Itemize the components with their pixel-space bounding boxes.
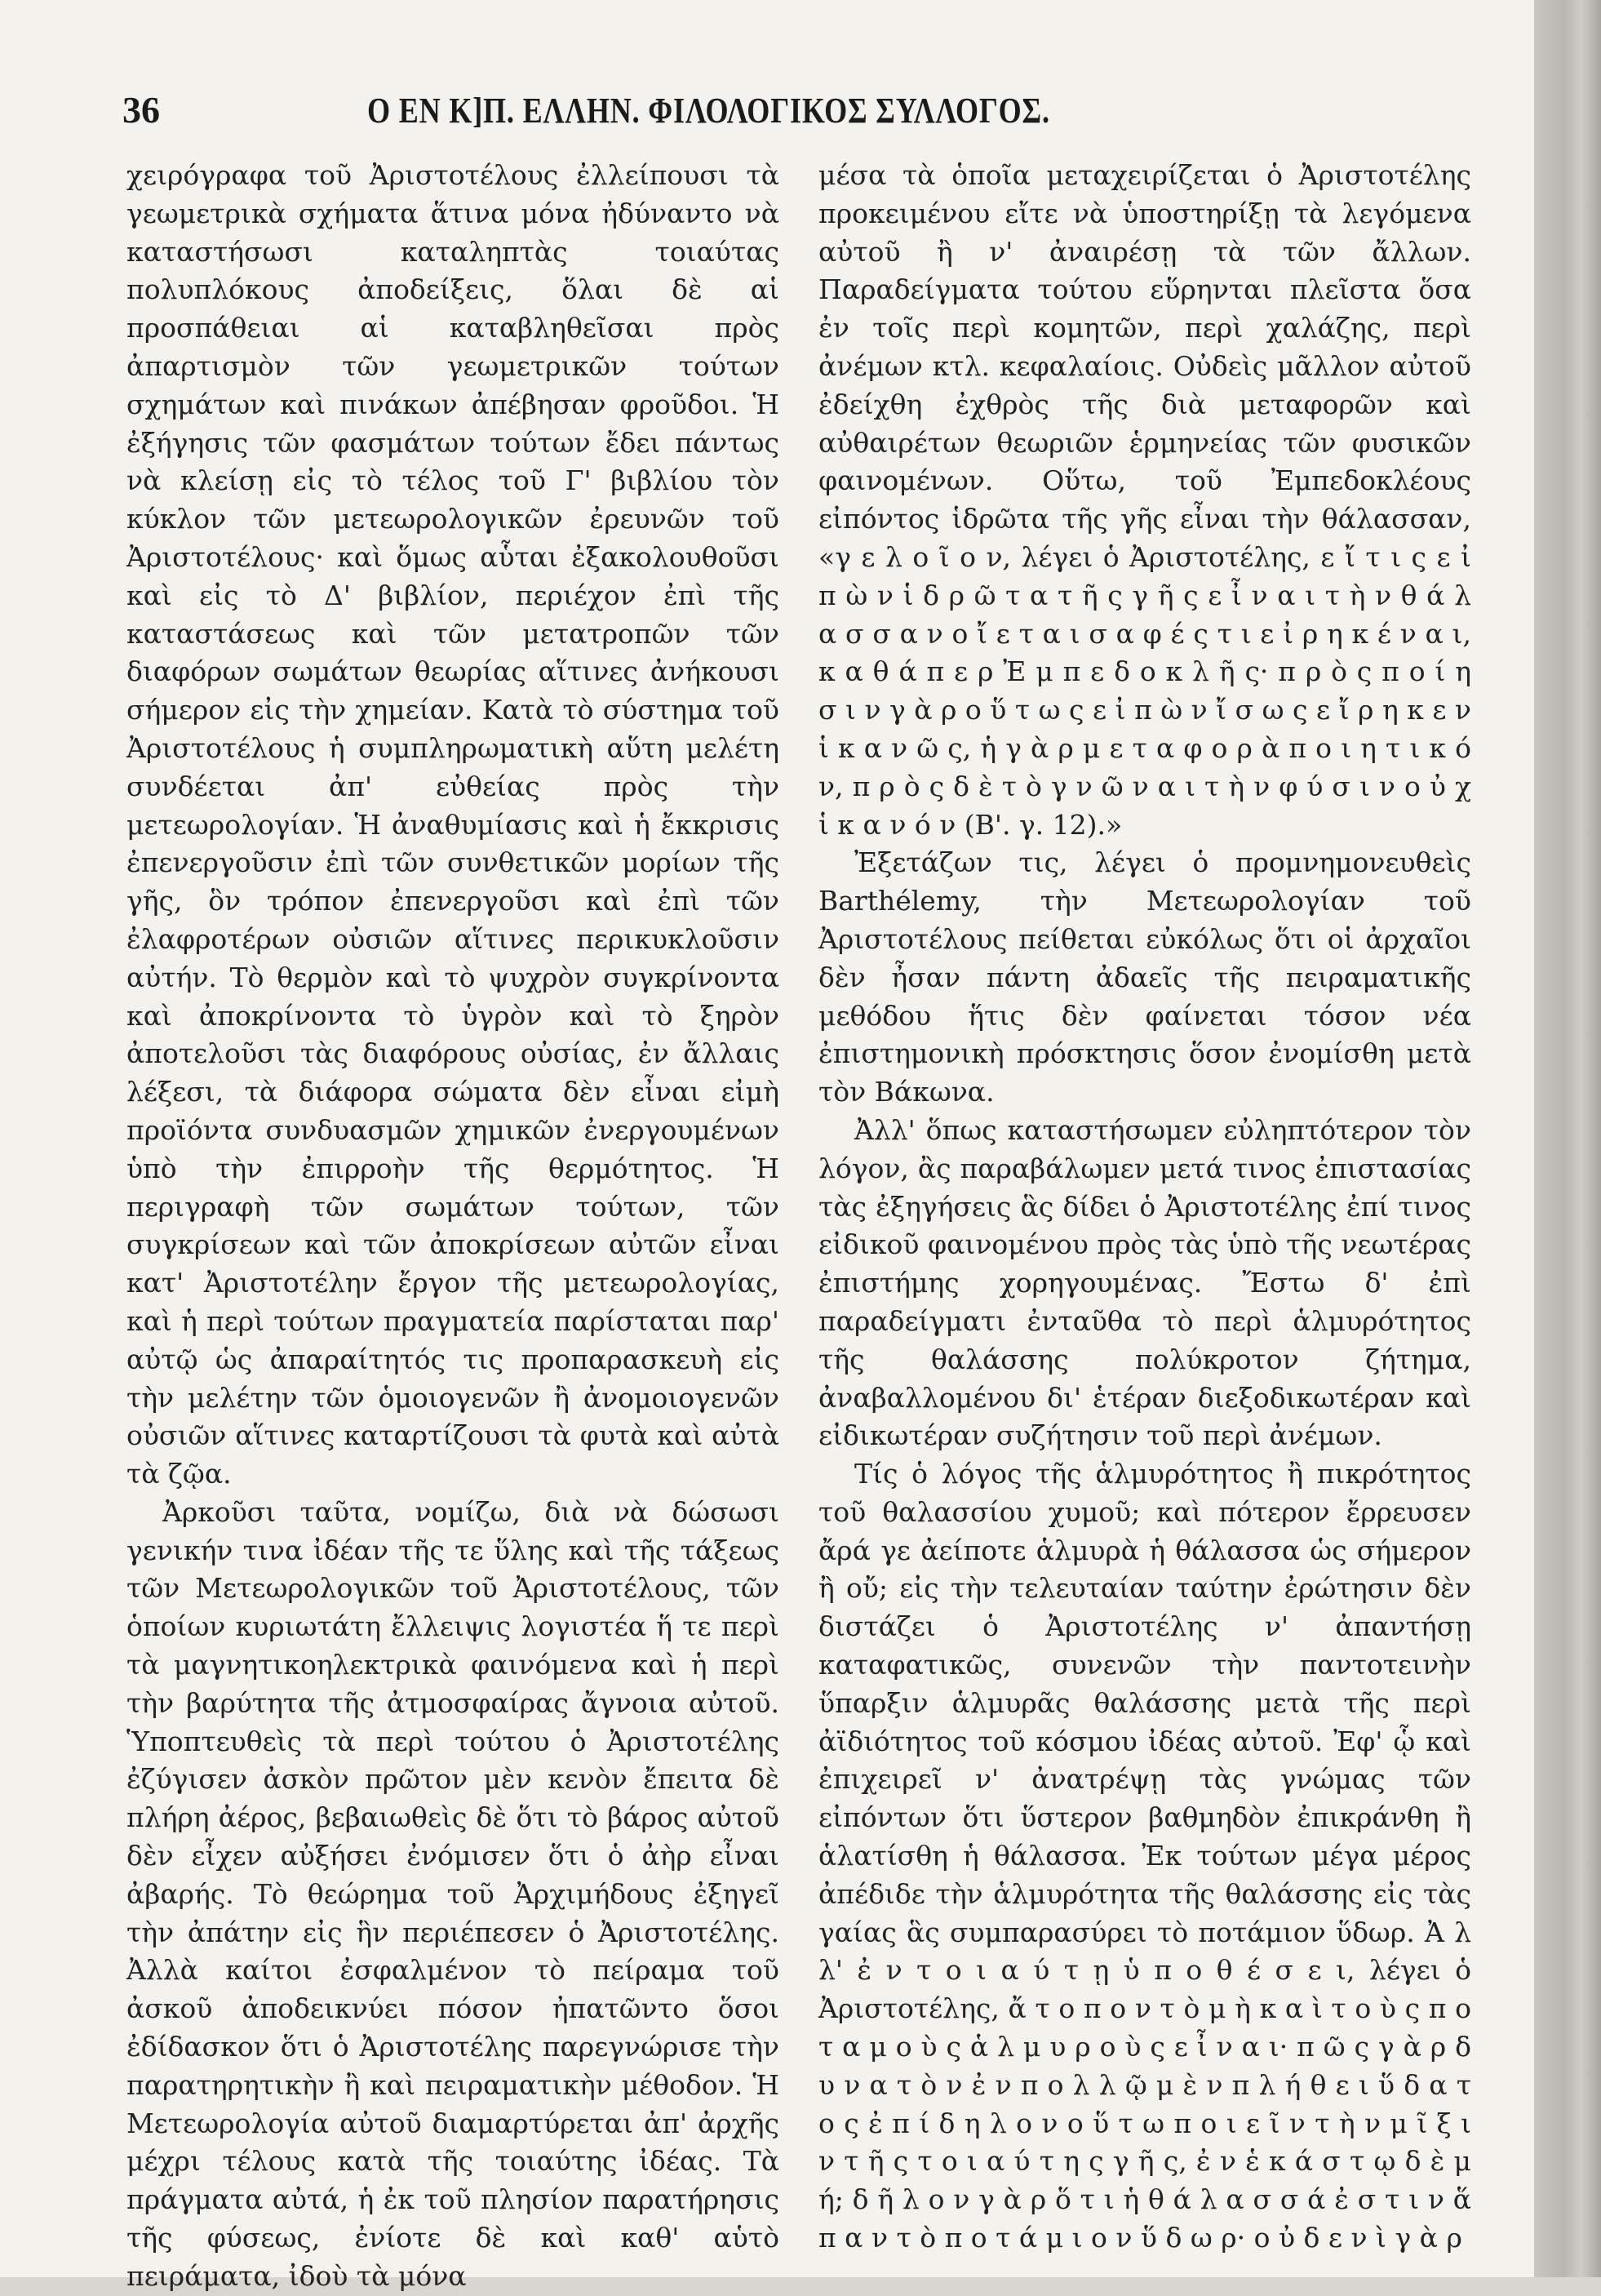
paragraph: χειρόγραφα τοῦ Ἀριστοτέλους ἐλλείπουσι τὰ γεωμετρικὰ σχήματα ἅτινα μόνα ἠδύναντο νὰ καταστήσωσι καταληπτὰς τοιαύτας πολυπλόκους ἀποδείξεις, ὅλαι δὲ αἱ προσπάθειαι αἱ καταβληθεῖσαι πρὸς ἀπαρτισμὸν τῶν γεωμετρικῶν τούτων σχημάτων καὶ πινάκων ἀπέβησαν φροῦδοι. Ἡ ἐξήγησις τῶν φασμάτων τούτων ἔδει πάντως νὰ κλείσῃ εἰς τὸ τέλος τοῦ Γ' βιβλίου τὸν κύκλον τῶν μετεωρολογικῶν ἐρευνῶν τοῦ Ἀριστοτέλους· καὶ ὅμως αὗται ἐξακολουθοῦσι καὶ εἰς τὸ Δ' βιβλίον, περιέχον ἐπὶ τῆς καταστάσεως καὶ τῶν μετατροπῶν τῶν διαφόρων σωμάτων θεωρίας αἵτινες ἀνήκουσι σήμερον εἰς τὴν χημείαν. Κατὰ τὸ σύστημα τοῦ Ἀριστοτέλους ἡ συμπληρωματικὴ αὕτη μελέτη συνδέεται ἀπ' εὐθείας πρὸς τὴν μετεωρολογίαν. Ἡ ἀναθυμίασις καὶ ἡ ἔκκρισις ἐπενεργοῦσιν ἐπὶ τῶν συνθετικῶν μορίων τῆς γῆς, ὃν τρόπον ἐπενεργοῦσι καὶ ἐπὶ τῶν ἐλαφροτέρων οὐσιῶν αἵτινες περικυκλοῦσιν αὐτήν. Τὸ θερμὸν καὶ τὸ ψυχρὸν συγκρίνοντα καὶ ἀποκρίνοντα τὸ ὑγρὸν καὶ τὸ ξηρὸν ἀποτελοῦσι τὰς διαφόρους οὐσίας, ἐν ἄλλαις λέξεσι, τὰ διάφορα σώματα δὲν εἶναι εἰμὴ προϊόντα συνδυασμῶν χημικῶν ἐνεργουμένων ὑπὸ τὴν ἐπιρροὴν τῆς θερμότητος. Ἡ περιγραφὴ τῶν σωμάτων τούτων, τῶν συγκρίσεων καὶ τῶν ἀποκρίσεων αὐτῶν εἶναι κατ' Ἀριστοτέλην ἔργον τῆς μετεωρολογίας, καὶ ἡ περὶ τούτων πραγματεία παρίσταται παρ' αὐτῷ ὡς ἀπαραίτητός τις προπαρασκευὴ εἰς τὴν μελέτην τῶν ὁμοιογενῶν ἢ ἀνομοιογενῶν οὐσιῶν αἵτινες καταρτίζουσι τὰ φυτὰ καὶ αὐτὰ τὰ ζῷα. [126, 159, 779, 1490]
paragraph: Τίς ὁ λόγος τῆς ἁλμυρότητος ἢ πικρότητος τοῦ θαλασσίου χυμοῦ; καὶ πότερον ἔρρευσεν ἄρά γε ἀείποτε ἁλμυρὰ ἡ θάλασσα ὡς σήμερον ἢ οὔ; εἰς τὴν τελευταίαν ταύτην ἐρώτησιν δὲν διστάζει ὁ Ἀριστοτέλης ν' ἀπαντήσῃ καταφατικῶς, συνενῶν τὴν παντοτεινὴν ὕπαρξιν ἁλμυρᾶς θαλάσσης μετὰ τῆς περὶ ἀϊδιότητος τοῦ κόσμου ἰδέας αὐτοῦ. Ἐφ' ᾧ καὶ ἐπιχειρεῖ ν' ἀνατρέψῃ τὰς γνώμας τῶν εἰπόντων ὅτι ὕστερον βαθμηδὸν ἐπικράνθη ἢ ἁλατίσθη ἡ θάλασσα. Ἐκ τούτων μέγα μέρος ἀπέδιδε τὴν ἁλμυρότητα τῆς θαλάσσης εἰς τὰς γαίας ἃς συμπαρασύρει τὸ ποτάμιον ὕδωρ. Ἀ λ λ' ἐ ν τ ο ι α ύ τ ῃ ὑ π ο θ έ σ ε ι, λέγει ὁ Ἀριστοτέλης, ἄ τ ο π ο ν τ ὸ μ ὴ κ α ὶ τ ο ὺ ς π ο τ α μ ο ὺ ς ἁ λ μ υ ρ ο ὺ ς ε ἶ ν α ι· π ῶ ς γ ὰ ρ δ υ ν α τ ὸ ν ἐ ν π ο λ λ ῷ μ ὲ ν π λ ή θ ε ι ὕ δ α τ ο ς ἐ π ί δ η λ ο ν ο ὕ τ ω π ο ι ε ῖ ν τ ὴ ν μ ῖ ξ ι ν τ ῆ ς τ ο ι α ύ τ η ς γ ῆ ς, ἐ ν ἑ κ ά σ τ ῳ δ ὲ μ ή; δ ῆ λ ο ν γ ὰ ρ ὅ τ ι ἡ θ ά λ α σ σ ά ἐ σ τ ι ν ἅ π α ν τ ὸ π ο τ ά μ ι ο ν ὕ δ ω ρ· ο ὐ δ ε ν ὶ γ ὰ ρ [818, 1458, 1471, 2254]
paragraph: Ἐξετάζων τις, λέγει ὁ προμνημονευθεὶς Barthélemy, τὴν Μετεωρολογίαν τοῦ Ἀριστοτέλους πείθεται εὐκόλως ὅτι οἱ ἀρχαῖοι δὲν ἦσαν πάντη ἀδαεῖς τῆς πειραματικῆς μεθόδου ἥτις δὲν φαίνεται τόσον νέα ἐπιστημονικὴ πρόσκτησις ὅσον ἐνομίσθη μετὰ τὸν Βάκωνα. [818, 846, 1471, 1108]
running-head: Ο ΕΝ Κ]Π. ΕΛΛΗΝ. ΦΙΛΟΛΟΓΙΚΟΣ ΣΥΛΛΟΓΟΣ. [367, 91, 1050, 131]
paragraph: Ἀλλ' ὅπως καταστήσωμεν εὐληπτότερον τὸν λόγον, ἂς παραβάλωμεν μετά τινος ἐπιστασίας τὰς ἐξηγήσεις ἃς δίδει ὁ Ἀριστοτέλης ἐπί τινος εἰδικοῦ φαινομένου πρὸς τὰς ὑπὸ τῆς νεωτέρας ἐπιστήμης χορηγουμένας. Ἔστω δ' ἐπὶ παραδείγματι ἐνταῦθα τὸ περὶ ἁλμυρότητος τῆς θαλάσσης πολύκροτον ζήτημα, ἀναβαλλομένου δι' ἑτέραν διεξοδικωτέραν καὶ εἰδικωτέραν συζήτησιν τοῦ περὶ ἀνέμων. [818, 1113, 1471, 1452]
page-binding-edge [1534, 0, 1601, 2277]
paragraph: μέσα τὰ ὁποῖα μεταχειρίζεται ὁ Ἀριστοτέλης προκειμένου εἴτε νὰ ὑποστηρίξῃ τὰ λεγόμενα αὐτοῦ ἢ ν' ἀναιρέσῃ τὰ τῶν ἄλλων. Παραδείγματα τούτου εὕρηνται πλεῖστα ὅσα ἐν τοῖς περὶ κομητῶν, περὶ χαλάζης, περὶ ἀνέμων κτλ. κεφαλαίοις. Οὐδεὶς μᾶλλον αὐτοῦ ἐδείχθη ἐχθρὸς τῆς διὰ μεταφορῶν καὶ αὐθαιρέτων θεωριῶν ἑρμηνείας τῶν φυσικῶν φαινομένων. Οὕτω, τοῦ Ἐμπεδοκλέους εἰπόντος ἱδρῶτα τῆς γῆς εἶναι τὴν θάλασσαν, «γ ε λ ο ῖ ο ν, λέγει ὁ Ἀριστοτέλης, ε ἴ τ ι ς ε ἰ π ὼ ν ἱ δ ρ ῶ τ α τ ῆ ς γ ῆ ς ε ἶ ν α ι τ ὴ ν θ ά λ α σ σ α ν ο ἴ ε τ α ι σ α φ έ ς τ ι ε ἰ ρ η κ έ ν α ι, κ α θ ά π ε ρ Ἐ μ π ε δ ο κ λ ῆ ς· π ρ ὸ ς π ο ί η σ ι ν γ ὰ ρ ο ὕ τ ω ς ε ἰ π ὼ ν ἴ σ ω ς ε ἴ ρ η κ ε ν ἱ κ α ν ῶ ς, ἡ γ ὰ ρ μ ε τ α φ ο ρ ὰ π ο ι η τ ι κ ό ν, π ρ ὸ ς δ ὲ τ ὸ γ ν ῶ ν α ι τ ὴ ν φ ύ σ ι ν ο ὐ χ ἱ κ α ν ό ν (Β'. γ. 12).» [818, 159, 1471, 841]
page-number: 36 [122, 89, 160, 131]
paragraph: Ἀρκοῦσι ταῦτα, νομίζω, διὰ νὰ δώσωσι γενικήν τινα ἰδέαν τῆς τε ὕλης καὶ τῆς τάξεως τῶν Μετεωρολογικῶν τοῦ Ἀριστοτέλους, τῶν ὁποίων κυριωτάτη ἔλλειψις λογιστέα ἥ τε περὶ τὰ μαγνητικοηλεκτρικὰ φαινόμενα καὶ ἡ περὶ τὴν βαρύτητα τῆς ἀτμοσφαίρας ἄγνοια αὐτοῦ. Ὑποπτευθεὶς τὰ περὶ τούτου ὁ Ἀριστοτέλης ἐζύγισεν ἀσκὸν πρῶτον μὲν κενὸν ἔπειτα δὲ πλήρη ἀέρος, βεβαιωθεὶς δὲ ὅτι τὸ βάρος αὐτοῦ δὲν εἶχεν αὐξήσει ἐνόμισεν ὅτι ὁ ἀὴρ εἶναι ἀβαρής. Τὸ θεώρημα τοῦ Ἀρχιμήδους ἐξηγεῖ τὴν ἀπάτην εἰς ἣν περιέπεσεν ὁ Ἀριστοτέλης. Ἀλλὰ καίτοι ἐσφαλμένον τὸ πείραμα τοῦ ἀσκοῦ ἀποδεικνύει πόσον ἠπατῶντο ὅσοι ἐδίδασκον ὅτι ὁ Ἀριστοτέλης παρεγνώρισε τὴν παρατηρητικὴν ἢ καὶ πειραματικὴν μέθοδον. Ἡ Μετεωρολογία αὐτοῦ διαμαρτύρεται ἀπ' ἀρχῆς μέχρι τέλους κατὰ τῆς τοιαύτης ἰδέας. Τὰ πράγματα αὐτά, ἡ ἐκ τοῦ πλησίον παρατήρησις τῆς φύσεως, ἐνίοτε δὲ καὶ καθ' αὑτὸ πειράματα, ἰδοὺ τὰ μόνα [126, 1495, 779, 2292]
left-column [126, 157, 779, 2296]
right-column [818, 157, 1471, 2258]
page-header [122, 88, 1395, 137]
